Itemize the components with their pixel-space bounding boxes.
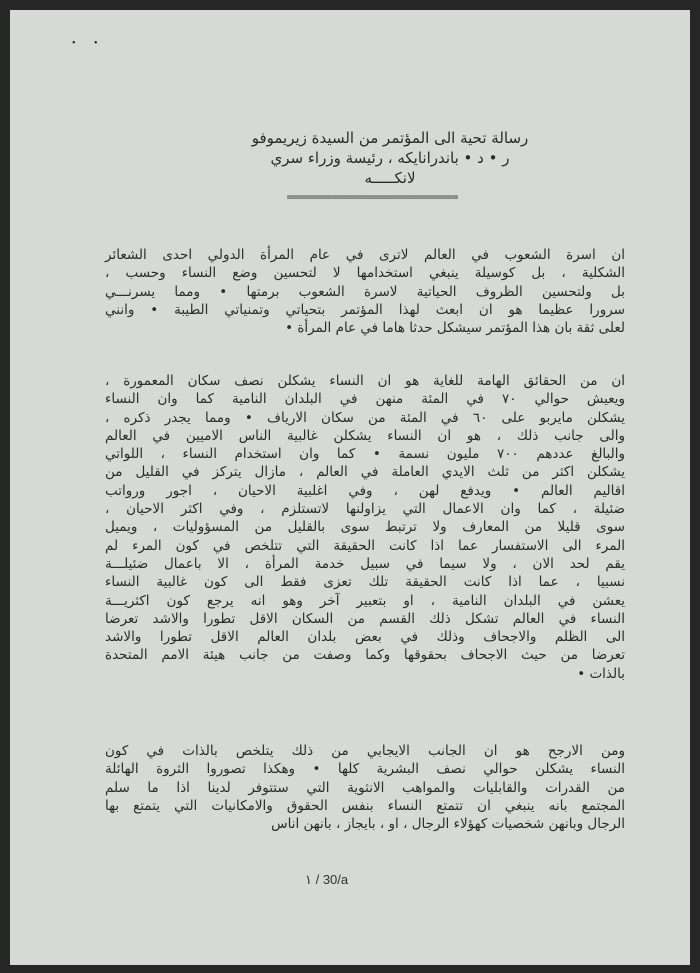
- text-line: المجتمع بانه ينبغي ان تتمتع النساء بنفس الحقوق والامكانيات التي يتمتع بها: [105, 797, 625, 814]
- paragraph-2: [105, 372, 625, 683]
- document-title: [190, 128, 590, 188]
- text-line: نسبيا ، عما اذا كانت الحقيقة تلك تعزى فقط الى كون غالبية النساء: [105, 574, 625, 591]
- text-line: الى الظلم والاجحاف وذلك في بعض بلدان العالم الاقل تطورا والاشد: [105, 629, 625, 646]
- text-line: النساء في العالم تشكل ذلك القسم من السكان الاقل تطورا والاشد تعرضا: [105, 610, 625, 627]
- text-line: يشكلن مايربو على ٦٠ في المئة من سكان الارياف • ومما يجدر ذكره ،: [105, 409, 625, 426]
- paragraph-3: [105, 742, 625, 833]
- document-page: [10, 10, 690, 965]
- text-line: يعشن في البلدان النامية ، او بتعبير آخر وهو انه يرجع كون اكثريـــة: [105, 592, 625, 609]
- text-line: بالذات •: [577, 665, 625, 682]
- text-line: تعرضا من حيث الاجحاف بحقوقها وكما وصفت من جانب هيئة الامم المتحدة: [105, 647, 625, 664]
- title-line-3: لانكـــــه: [364, 169, 416, 187]
- text-line: ان من الحقائق الهامة للغاية هو ان النساء يشكلن نصف سكان المعمورة ،: [105, 373, 625, 389]
- punch-marks: • •: [72, 38, 106, 49]
- text-line: ومن الارجح هو ان الجانب الايجابي من ذلك يتلخص بالذات في كون: [105, 743, 625, 759]
- text-line: النساء يشكلن حوالي نصف البشرية كلها • وهكذا تصوروا الثروة الهائلة: [105, 761, 625, 778]
- title-line-2: ر • د • باندرانايكه ، رئيسة وزراء سري: [270, 149, 510, 167]
- text-line: ويعيش حوالي ٧٠ في المئة منهن في البلدان النامية كما وان النساء: [105, 391, 626, 408]
- text-line: الشكلية ، بل كوسيلة ينبغي استخدامها لا لتحسين وضع النساء وحسب ،: [105, 265, 625, 282]
- text-line: من القدرات والقابليات والمواهب الانثوية التي ستتوفر لدينا اذا ما سلم: [105, 779, 625, 796]
- text-line: يقم لحد الان ، ولا سيما في سبيل خدمة المرأة ، الا باعمال ضئيلـــة: [105, 555, 625, 572]
- text-line: المرء الى الاستفسار عما اذا كانت الحقيقة التي تتلخص في كون المرء لم: [105, 537, 625, 554]
- page-reference: ١ / 30/a: [305, 872, 349, 887]
- text-line: الرجال وبانهن شخصيات كهؤلاء الرجال ، او ، بايجاز ، بانهن اناس: [271, 816, 625, 833]
- paragraph-1: [105, 246, 625, 337]
- text-line: ضئيلة ، كما وان الاعمال التي يزاولنها لاتستلزم ، وفي اكثر الاحيان ،: [105, 501, 625, 518]
- title-line-1: رسالة تحية الى المؤتمر من السيدة زيريموفو: [251, 129, 529, 147]
- text-line: بل ولتحسين الظروف الحياتية لاسرة الشعوب برمتها • ومما يسرنـــي: [105, 283, 625, 300]
- text-line: ان اسرة الشعوب في العالم لاترى في عام المرأة الدولي احدى الشعائر: [105, 247, 625, 263]
- text-line: والبالغ عددهم ٧٠٠ مليون نسمة • كما وان استخدام النساء ، اللواتي: [105, 446, 626, 463]
- text-line: اقاليم العالم • ويدفع لهن ، وفي اغلبية الاحيان ، اجور ورواتب: [105, 482, 625, 499]
- text-line: سرورا عظيما هو ان ابعث لهذا المؤتمر بتحياتي وتمنياتي الطيبة • وانني: [105, 301, 625, 318]
- text-line: والى جانب ذلك ، هو ان النساء يشكلن غالبية الناس الاميين في العالم: [105, 427, 625, 444]
- text-line: لعلى ثقة بان هذا المؤتمر سيشكل حدثا هاما في عام المرأة •: [285, 320, 625, 337]
- title-divider: ==================================: [286, 192, 458, 203]
- text-line: يشكلن اكثر من ثلث الايدي العاملة في العالم ، مازال يتركز في القليل من: [105, 464, 625, 481]
- text-line: سوى قليلا من المعارف ولا ترتبط سوى بالقليل من المسؤوليات ، ويميل: [105, 519, 625, 536]
